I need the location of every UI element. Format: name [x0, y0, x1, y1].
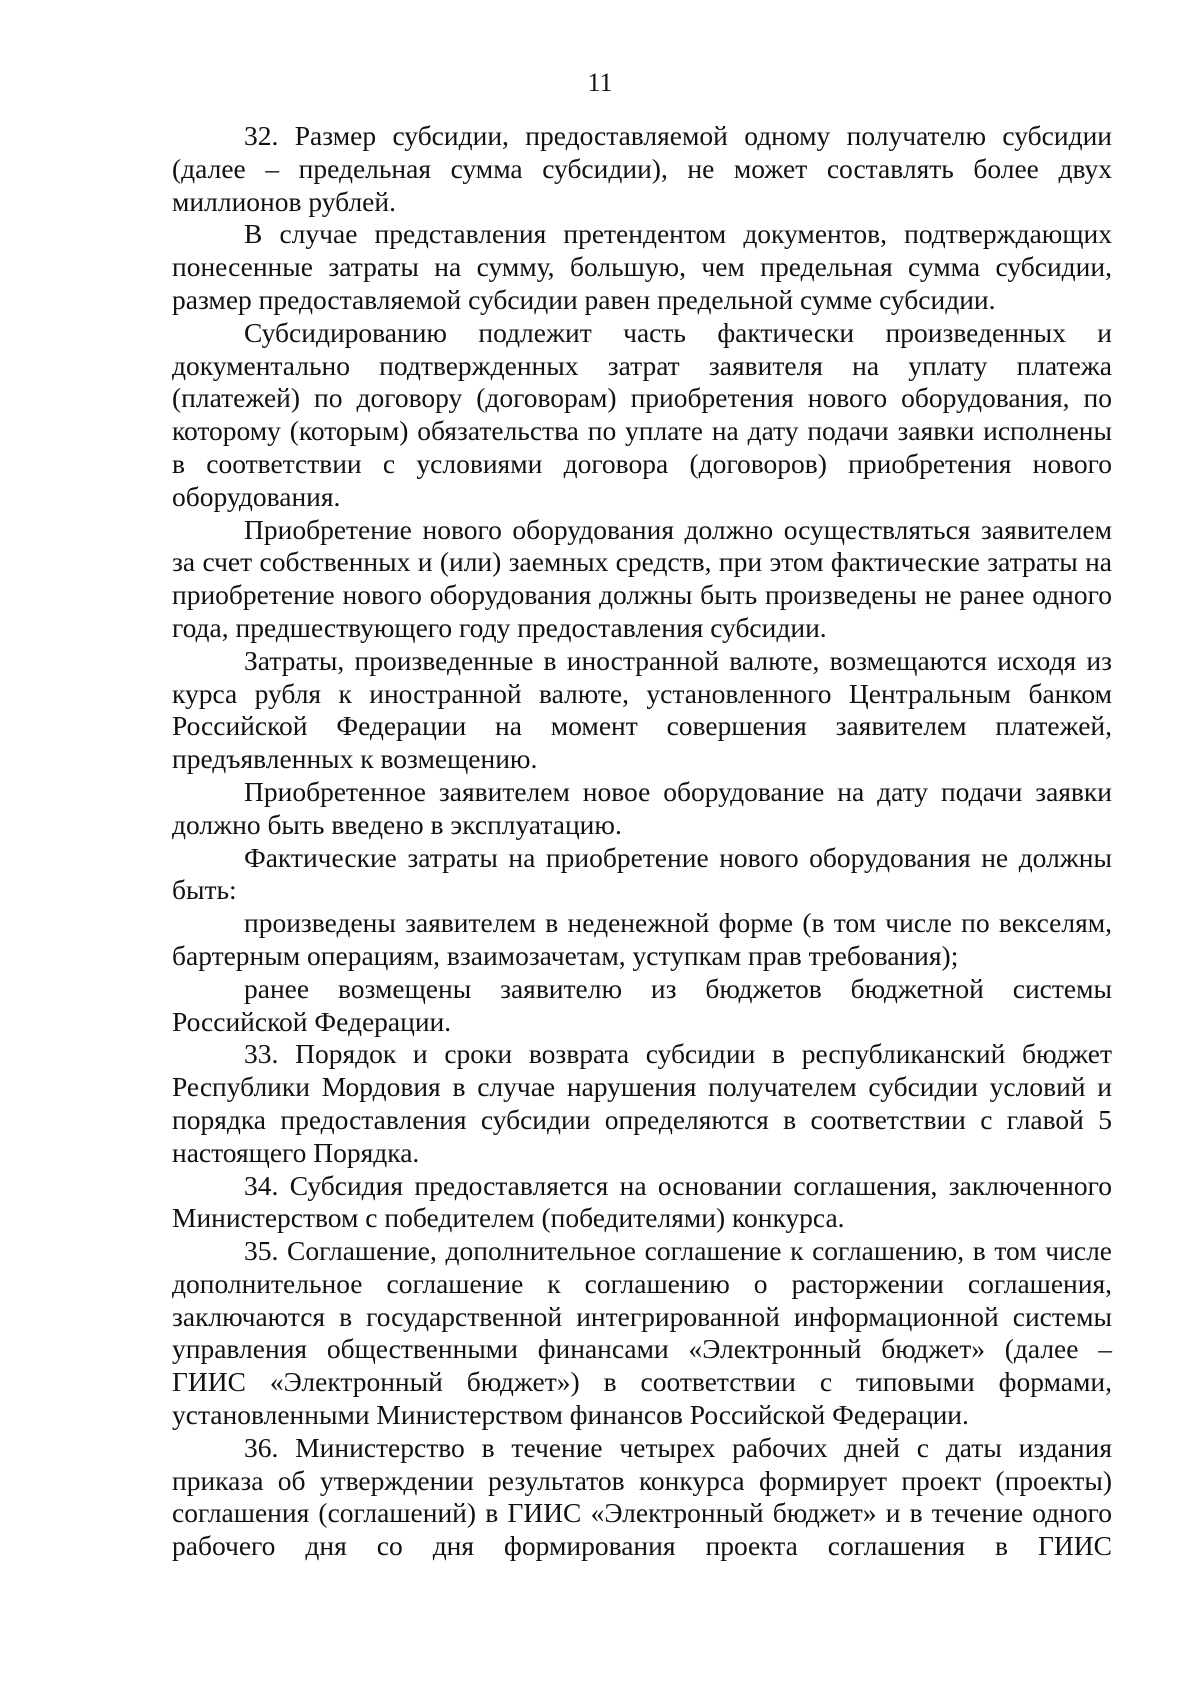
document-body — [172, 120, 1112, 1563]
paragraph-previously-reimbursed: ранее возмещены заявителю из бюджетов бюджетной системы Российской Федерации. — [172, 972, 1112, 1037]
paragraph-excess-costs: В случае представления претендентом документов, подтверждающих понесенные затраты на сумму, большую, чем предельная сумма субсидии, размер предоставляемой субсидии равен предельной сумме субсидии. — [172, 218, 1112, 315]
paragraph-equipment-funding: Приобретение нового оборудования должно осуществляться заявителем за счет собственных и (или) заемных средств, при этом фактические затраты на приобретение нового оборудования должны быть произведены не ранее одного года, предшествующего году предоставления субсидии. — [172, 513, 1112, 643]
paragraph-foreign-currency: Затраты, произведенные в иностранной валюте, возмещаются исходя из курса рубля к иностранной валюте, установленного Центральным банком Российской Федерации на момент совершения заявителем платежей, предъявленных к возмещению. — [172, 644, 1112, 775]
paragraph-36-ministry-timeline: 36. Министерство в течение четырех рабочих дней с даты издания приказа об утверждении результатов конкурса формирует проект (проекты) соглашения (соглашений) в ГИИС «Электронный бюджет» и в течение одного рабочего дня со дня формирования проекта соглашения в ГИИС — [172, 1431, 1112, 1562]
paragraph-35-agreement-system: 35. Соглашение, дополнительное соглашение к соглашению, в том числе дополнительное соглашение к соглашению о расторжении соглашения, заключаются в государственной интегрированной информационной системы управления общественными финансами «Электронный бюджет» (далее – ГИИС «Электронный бюджет») в соответствии с типовыми формами, установленными Министерством финансов Российской Федерации. — [172, 1235, 1112, 1431]
paragraph-32-subsidy-limit: 32. Размер субсидии, предоставляемой одному получателю субсидии (далее – предельная сумма субсидии), не может составлять более двух миллионов рублей. — [172, 120, 1112, 217]
paragraph-cost-restrictions: Фактические затраты на приобретение нового оборудования не должны быть: — [172, 841, 1112, 906]
page-number: 11 — [587, 68, 613, 97]
paragraph-commissioning: Приобретенное заявителем новое оборудование на дату подачи заявки должно быть введено в эксплуатацию. — [172, 775, 1112, 840]
paragraph-33-refund-procedure: 33. Порядок и сроки возврата субсидии в республиканский бюджет Республики Мордовия в случае нарушения получателем субсидии условий и порядка предоставления субсидии определяются в соответствии с главой 5 настоящего Порядка. — [172, 1038, 1112, 1168]
paragraph-subsidized-costs: Субсидированию подлежит часть фактически произведенных и документально подтвержденных затрат заявителя на уплату платежа (платежей) по договору (договорам) приобретения нового оборудования, по которому (которым) обязательства по уплате на дату подачи заявки исполнены в соответствии с условиями договора (договоров) приобретения нового оборудования. — [172, 316, 1112, 512]
paragraph-34-agreement-basis: 34. Субсидия предоставляется на основании соглашения, заключенного Министерством с победителем (победителями) конкурса. — [172, 1169, 1112, 1234]
paragraph-non-monetary: произведены заявителем в неденежной форме (в том числе по векселям, бартерным операциям, взаимозачетам, уступкам прав требования); — [172, 907, 1112, 971]
